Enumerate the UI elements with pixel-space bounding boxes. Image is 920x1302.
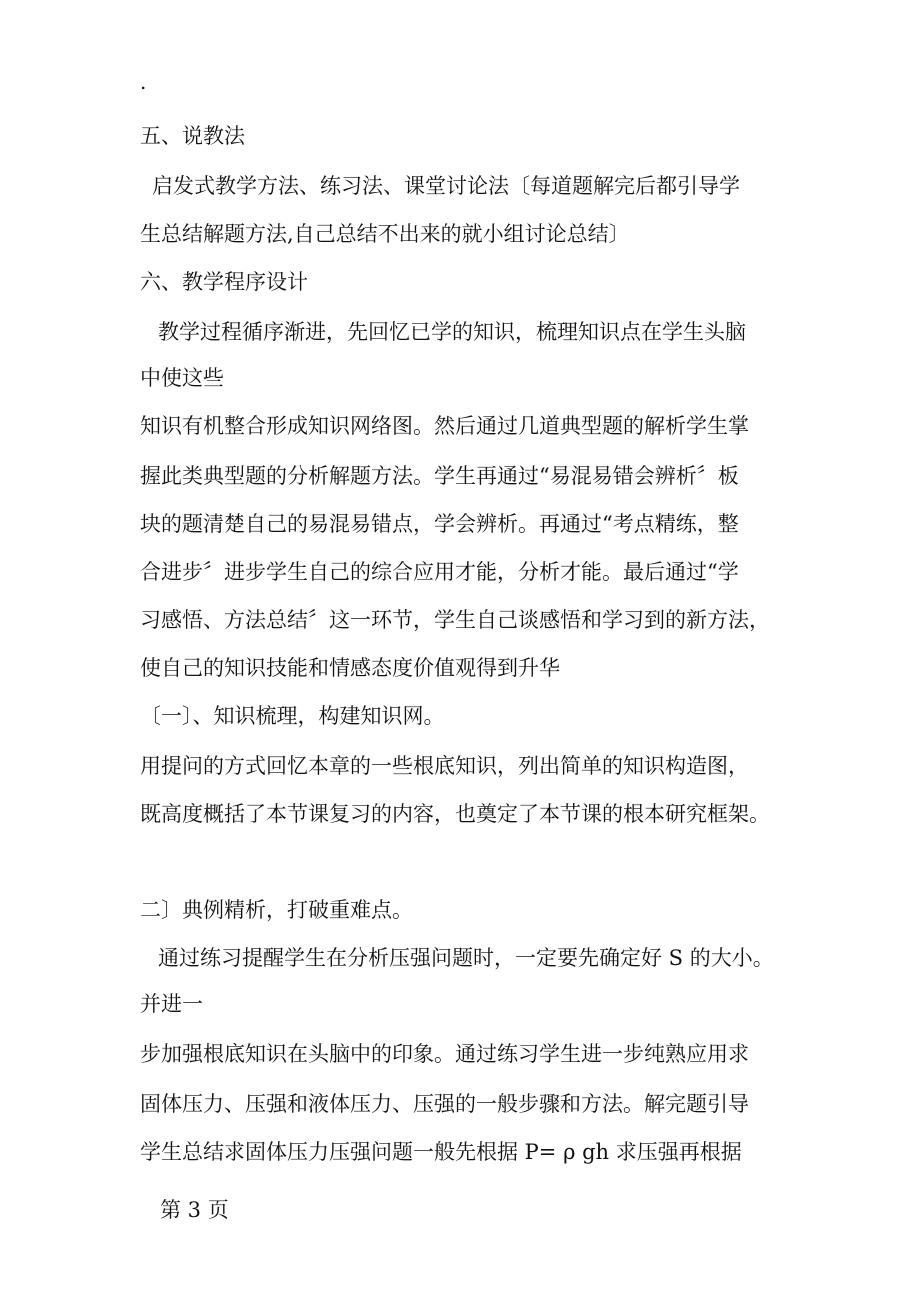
paragraph-line: 握此类典型题的分析解题方法。学生再通过“易混易错会辨析〞板 xyxy=(140,464,739,488)
paragraph-line: 固体压力、压强和液体压力、压强的一般步骤和方法。解完题引导 xyxy=(140,1092,749,1116)
paragraph-line: 教学过程循序渐进，先回忆已学的知识，梳理知识点在学生头脑 xyxy=(158,320,746,344)
paragraph-line: 并进一 xyxy=(140,992,203,1016)
paragraph-line: 使自己的知识技能和情感态度价值观得到升华 xyxy=(140,656,560,680)
paragraph-line: 通过练习提醒学生在分析压强问题时，一定要先确定好 S 的大小。 xyxy=(158,946,774,970)
paragraph-line: 学生总结求固体压力压强问题一般先根据 P= ρ gh 求压强再根据 xyxy=(140,1140,742,1164)
subheading-knowledge-review: 〔一〕、知识梳理，构建知识网。 xyxy=(140,704,445,728)
paragraph-line: 中使这些 xyxy=(140,366,224,390)
paragraph-line: 合进步〞进步学生自己的综合应用才能，分析才能。最后通过“学 xyxy=(140,560,739,584)
heading-teaching-methods: 五、说教法 xyxy=(140,124,245,148)
paragraph-line: 块的题清楚自己的易混易错点，学会辨析。再通过“考点精练，整 xyxy=(140,512,739,536)
subheading-examples: 二〕典例精析，打破重难点。 xyxy=(140,898,413,922)
paragraph-line: 用提问的方式回忆本章的一些根底知识，列出简单的知识构造图， xyxy=(140,754,749,778)
paragraph-line: 生总结解题方法,自己总结不出来的就小组讨论总结〕 xyxy=(140,222,630,246)
paragraph-line: 既高度概括了本节课复习的内容，也奠定了本节课的根本研究框架。 xyxy=(140,802,770,826)
paragraph-line: 知识有机整合形成知识网络图。然后通过几道典型题的解析学生掌 xyxy=(140,414,749,438)
paragraph-line: 习感悟、方法总结〞这一环节，学生自己谈感悟和学习到的新方法， xyxy=(140,608,770,632)
heading-program-design: 六、教学程序设计 xyxy=(140,270,308,294)
paragraph-line: 步加强根底知识在头脑中的印象。通过练习学生进一步纯熟应用求 xyxy=(140,1042,749,1066)
paragraph-line: 启发式教学方法、练习法、课堂讨论法〔每道题解完后都引导学 xyxy=(152,174,740,198)
page-number: 第 3 页 xyxy=(160,1198,229,1222)
top-dot: . xyxy=(140,70,147,94)
